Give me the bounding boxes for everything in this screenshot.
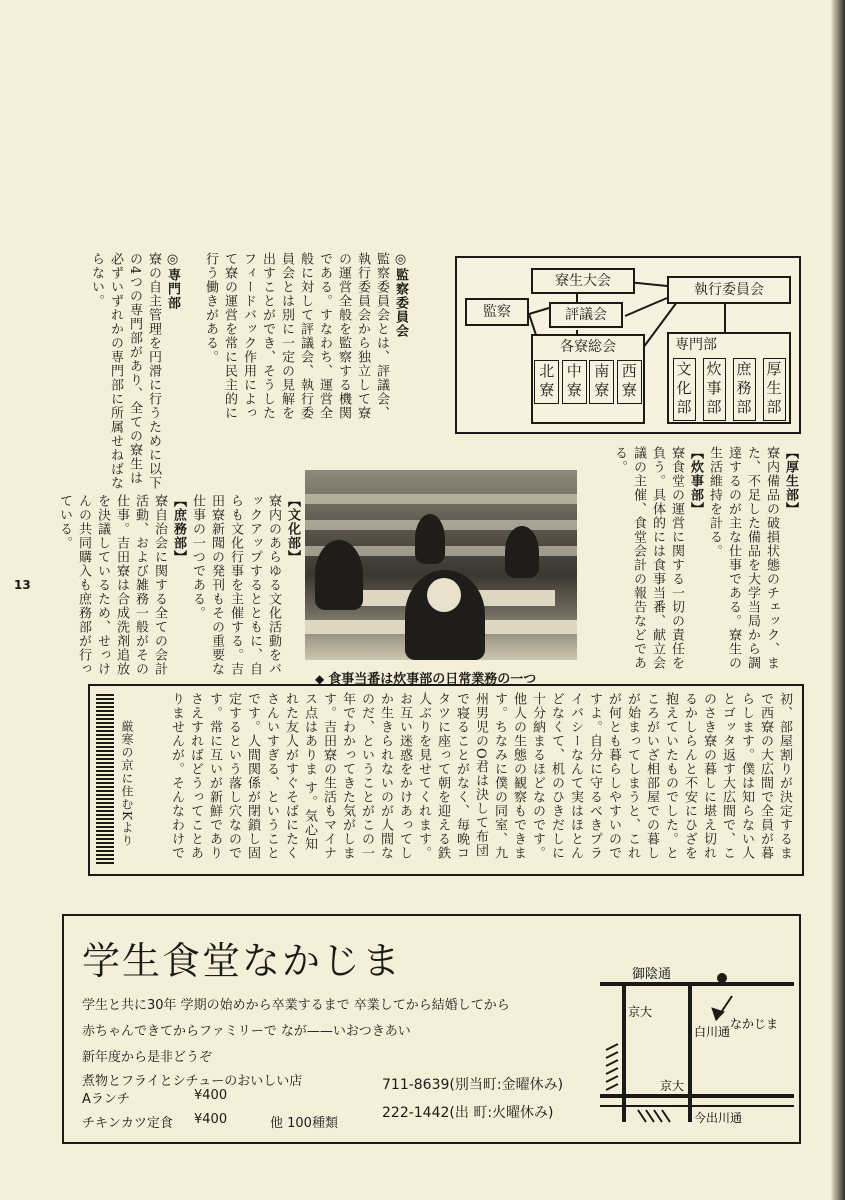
bunka-shomu-section — [40, 494, 302, 680]
kansa-body: 監察委員会とは、評議会、執行委員会から独立して寮の運営全般を監察する機関である。すなわち、運営全般に対して評議会、執行委員会とは別に一定の見解を出すことができ、そうしたフィードバック作用によって寮の運営を常に民主的に行う働きがある。 — [203, 252, 389, 420]
hyougikai-box — [549, 302, 623, 328]
ryousei-taikai-label: 寮生大会 — [555, 273, 611, 289]
shop-location-map — [598, 946, 794, 1138]
shikkou-label: 執行委員会 — [694, 282, 764, 298]
kansa-box — [465, 298, 529, 326]
map-road-omikage: 御陰通 — [632, 967, 672, 982]
kansa-section — [188, 252, 410, 422]
menu-other-count: 他 100種類 — [270, 1116, 338, 1131]
hyougikai-label: 評議会 — [565, 307, 607, 323]
suiji-heading: 【炊事部】 — [688, 446, 703, 516]
senmonbu-body: 寮の自主管理を円滑に行うために以下の4つの専門部があり、全ての寮生は必ずいずれかの専門部に所属せねばならない。 — [89, 252, 161, 490]
menu-chicken-katsu-price: ¥400 — [194, 1112, 228, 1127]
senmonbu-label: 専門部 — [675, 337, 717, 353]
ryousei-taikai-box — [531, 268, 635, 294]
kousei-heading: 【厚生部】 — [783, 446, 798, 516]
dorm-north: 北寮 — [534, 360, 559, 404]
senmonbu-heading: ◎専門部 — [165, 252, 180, 310]
essay-body-text: 初、部屋割りが決定するまで西寮の大広間で全員が暮らします。僕は知らない人とゴッタ返す大広間で、このさき寮の暮しに堪え切れるかしらんと不安にひざを抱えていたものでした。ところがいざ相部屋での暮しが始まってしまうと、これが何とも暮らしやすいのですよ。自分に守るべきプライバシーなんて実はほとんどなくて、机のひきだしに十分納まるほどなのです。他人の生態の観察もできます。ちなみに僕の同室、九州男児のO君は決して布団で寝ることがなく、毎晩コタツに座って朝を迎える鉄人ぶりを見せてくれます。お互い迷惑をかけあってしか生きられないのが人間なのだ、ということがこの一年でわかってきた気がします。吉田寮の生活もマイナス点はありま す。気心知れた友人がすぐそばにたくさんいすぎる、ということです。人間関係が閉鎖し固定するという落し穴なのです。常に互いが新鮮でありさえすればどうってことありませんが。そんなわけで — [169, 692, 792, 860]
page-spine-shadow — [831, 0, 845, 1200]
kakuryo-box — [531, 334, 645, 424]
photo-caption-text: 食事当番は炊事部の日常業務の一つ — [328, 672, 537, 687]
dept-shomu: 庶務部 — [733, 358, 756, 421]
suiji-body: 寮食堂の運営に関する一切の責任を負う。具体的には食事当番、献立会議の主催、食堂会計の報告などである。 — [612, 446, 684, 670]
hatched-bar — [96, 692, 114, 864]
tel-demachi: 222-1442(出 町:火曜休み) — [382, 1105, 554, 1121]
bunka-body: 寮内のあらゆる文化活動をバックアップするとともに、自らも文化行事を主催する。吉田寮新聞の発刊もその重要な仕事の一つである。 — [190, 494, 281, 676]
map-imadegawa-dori: 今出川通 — [694, 1111, 743, 1125]
map-kyodai-south: 京大 — [660, 1079, 685, 1093]
menu-a-lunch-price: ¥400 — [194, 1088, 228, 1103]
ad-title: 学生食堂なかじま — [82, 939, 403, 983]
ad-line-3: 新年度から是非どうぞ — [82, 1050, 213, 1065]
kousei-body: 寮内備品の破損状態のチェック、また、不足した備品を大学当局から調達するのが主な仕事である。寮生の生活維持を計る。 — [707, 446, 779, 670]
dept-suiji: 炊事部 — [703, 358, 726, 421]
tel-bettoucho: 711-8639(別当町:金曜休み) — [382, 1077, 564, 1093]
diamond-bullet-icon: ◆ — [315, 672, 325, 686]
shikkou-box — [667, 276, 791, 304]
kansa-label: 監察 — [483, 304, 511, 320]
ad-line-1: 学生と共に30年 学期の始めから卒業するまで 卒業してから結婚してから — [82, 998, 510, 1013]
essay-signature — [116, 720, 136, 866]
kansa-heading: ◎監察委員会 — [393, 252, 408, 338]
map-shop-label: なかじま — [730, 1017, 779, 1031]
dining-photo — [305, 470, 577, 660]
dept-bunka: 文化部 — [673, 358, 696, 421]
senmonbu-section — [36, 252, 182, 492]
dorm-south: 南寮 — [589, 360, 614, 404]
page-number: 13 — [14, 578, 31, 592]
nakajima-advertisement — [62, 914, 801, 1144]
ad-line-2: 赤ちゃんできてからファミリーで なが——いおつきあい — [82, 1024, 411, 1039]
organization-diagram — [455, 256, 801, 434]
map-shirakawa-dori: 白川通 — [694, 1025, 731, 1039]
essay-body — [166, 692, 794, 864]
bunka-heading: 【文化部】 — [285, 494, 300, 564]
menu-a-lunch-name: Aランチ — [82, 1092, 130, 1107]
map-kyodai-north: 京大 — [628, 1005, 653, 1019]
shomu-body: 寮自治会に関する全ての会計活動、および雑務一般がその仕事。吉田寮は合成洗剤追放を決議しているため、せっけんの共同購入も庶務部が行っている。 — [57, 494, 167, 676]
ad-line-4: 煮物とフライとシチューのおいしい店 — [82, 1074, 303, 1089]
senmonbu-box — [667, 332, 791, 424]
dorm-center: 中寮 — [562, 360, 587, 404]
kousei-section — [582, 446, 800, 680]
dorm-west: 西寮 — [617, 360, 642, 404]
dept-kousei: 厚生部 — [763, 358, 786, 421]
essay-signature-text: 厳寒の京に住むKより — [120, 720, 134, 847]
shomu-heading: 【庶務部】 — [171, 494, 186, 564]
menu-chicken-katsu-name: チキンカツ定食 — [82, 1116, 173, 1131]
kakuryo-label: 各寮総会 — [560, 339, 616, 355]
